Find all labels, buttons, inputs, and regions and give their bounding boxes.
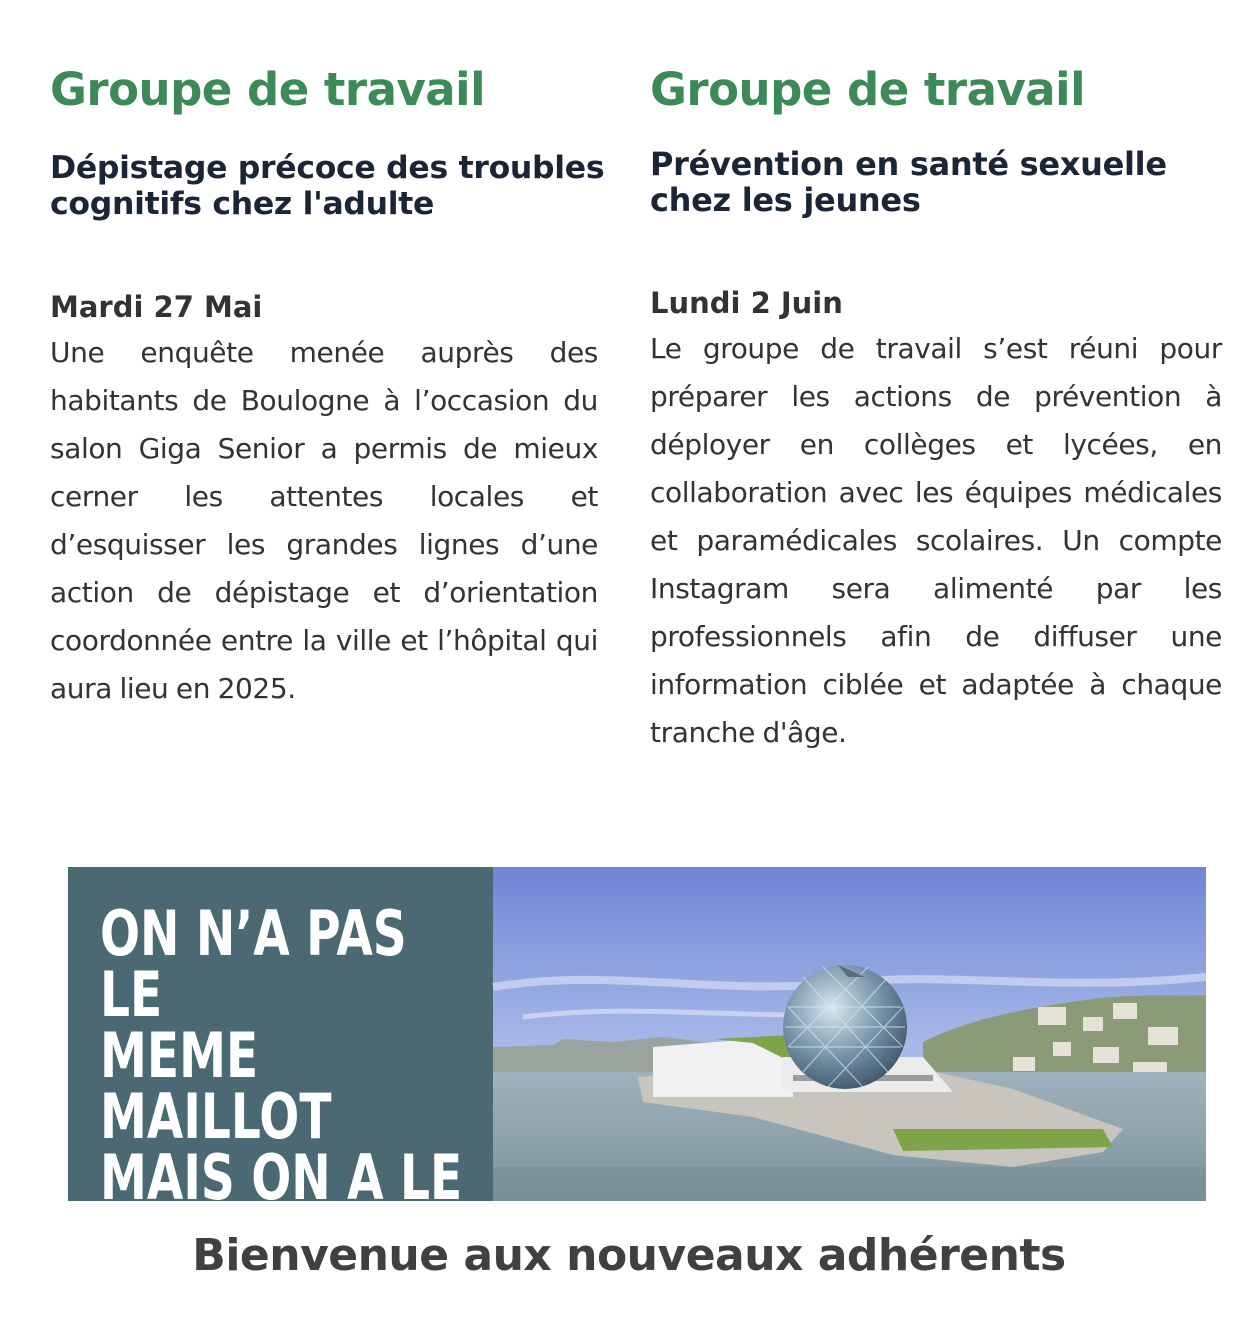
riverside-building-photo [493, 867, 1206, 1201]
banner-slogan: ON N’A PAS LE MEME MAILLOT MAIS ON A LE MEME PATIENT [100, 897, 463, 1336]
event-description: Une enquête menée auprès des habitants de Boulogne à l’occasion du salon Giga Senior a permis de mieux cerner les attentes locales et d’esquisser les grandes lignes d’une action de dépistage et d’orientation coordonnée entre la ville et l’hôpital qui aura lieu en 2025. [50, 336, 598, 705]
topic-title [650, 146, 1222, 218]
topic-title-line: chez les jeunes [650, 181, 921, 219]
event-date: Lundi 2 Juin [650, 286, 843, 320]
topic-title-line: Dépistage précoce des troubles [50, 150, 605, 186]
topic-title-line: cognitifs chez l'adulte [50, 186, 435, 222]
working-group-sexual-health [650, 62, 1222, 757]
topic-title [50, 150, 620, 222]
event-description: Le groupe de travail s’est réuni pour préparer les actions de prévention à déployer en collèges et lycées, en collaboration avec les équipes médicales et paramédicales scolaires. Un compte Instagram sera alimenté par les professionnels afin de diffuser une information ciblée et adaptée à chaque tranche d'âge. [650, 332, 1222, 749]
welcome-heading: Bienvenue aux nouveaux adhérents [192, 1230, 1066, 1281]
topic-title-line: Prévention en santé sexuelle [650, 145, 1167, 183]
group-heading: Groupe de travail [50, 63, 485, 116]
photo-illustration [493, 867, 1206, 1201]
event-date: Mardi 27 Mai [50, 290, 263, 324]
working-group-cognitive [50, 62, 620, 713]
group-heading: Groupe de travail [650, 63, 1085, 116]
banner-slogan-panel [68, 867, 493, 1336]
